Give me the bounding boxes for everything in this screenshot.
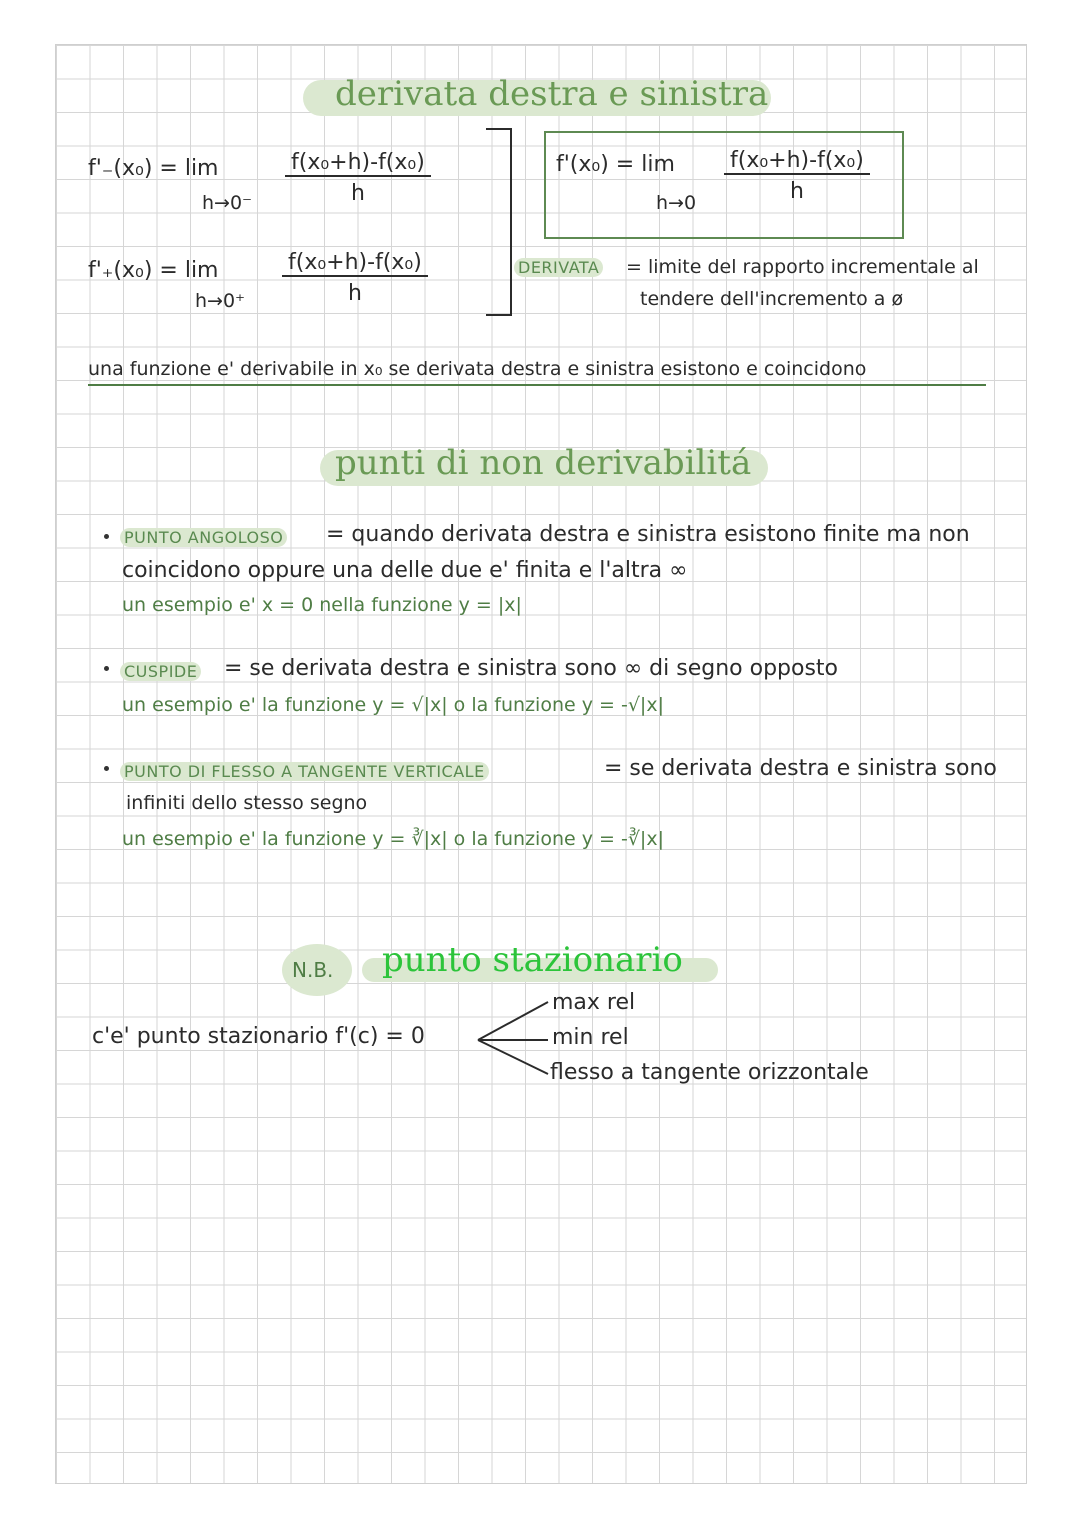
punto-angoloso-text1: = quando derivata destra e sinistra esistono finite ma non — [326, 522, 970, 547]
left-derivative-lhs: f'₋(x₀) = lim — [88, 156, 219, 181]
right-derivative-lhs: f'₊(x₀) = lim — [88, 258, 219, 283]
derivative-denominator: h — [789, 179, 804, 204]
derivative-fraction — [724, 148, 870, 204]
cuspide-label: CUSPIDE — [120, 662, 201, 681]
right-derivative-limit: h→0⁺ — [195, 290, 246, 312]
bullet — [104, 666, 109, 671]
punto-angoloso-label: PUNTO ANGOLOSO — [120, 528, 287, 547]
left-derivative-denominator: h — [350, 181, 365, 206]
derivative-limit: h→0 — [656, 192, 697, 214]
derivata-definition-line1: = limite del rapporto incrementale al — [626, 256, 979, 278]
brace-bracket — [486, 128, 512, 316]
section-title-non-derivabilita: punti di non derivabilitá — [335, 443, 752, 483]
punto-angoloso-text2: coincidono oppure una delle due e' finita e l'altra ∞ — [122, 558, 688, 583]
punto-angoloso-label-wrap — [120, 528, 287, 547]
branch-line-max — [478, 1002, 548, 1040]
derivata-label-wrap — [514, 258, 603, 277]
punto-angoloso-example: un esempio e' x = 0 nella funzione y = |x| — [122, 594, 522, 616]
bullet — [104, 534, 109, 539]
derivability-summary: una funzione e' derivabile in x₀ se derivata destra e sinistra esistono e coincidono — [88, 358, 867, 380]
derivata-label: DERIVATA — [514, 258, 603, 277]
right-derivative-numerator: f(x₀+h)-f(x₀) — [282, 250, 428, 277]
branch-flesso-orizzontale: flesso a tangente orizzontale — [550, 1060, 869, 1085]
cuspide-text1: = se derivata destra e sinistra sono ∞ di segno opposto — [224, 656, 839, 681]
branch-lines — [474, 990, 554, 1080]
flesso-verticale-text1: = se derivata destra e sinistra sono — [604, 756, 997, 781]
flesso-verticale-label: PUNTO DI FLESSO A TANGENTE VERTICALE — [120, 762, 489, 781]
nb-label: N.B. — [292, 958, 334, 982]
section-title-derivata: derivata destra e sinistra — [335, 74, 769, 114]
branch-max-rel: max rel — [552, 990, 636, 1015]
derivative-lhs: f'(x₀) = lim — [556, 152, 675, 177]
cuspide-label-wrap — [120, 662, 201, 681]
flesso-verticale-label-wrap — [120, 762, 489, 781]
branch-min-rel: min rel — [552, 1025, 629, 1050]
section-title-punto-stazionario: punto stazionario — [382, 940, 683, 980]
left-derivative-limit: h→0⁻ — [202, 192, 253, 214]
derivata-definition-line2: tendere dell'incremento a ø — [640, 288, 904, 310]
stationary-statement: c'e' punto stazionario f'(c) = 0 — [92, 1024, 425, 1049]
left-derivative-fraction — [285, 150, 431, 206]
flesso-verticale-text2: infiniti dello stesso segno — [126, 792, 368, 814]
left-derivative-numerator: f(x₀+h)-f(x₀) — [285, 150, 431, 177]
right-derivative-denominator: h — [347, 281, 362, 306]
derivative-numerator: f(x₀+h)-f(x₀) — [724, 148, 870, 175]
flesso-verticale-example: un esempio e' la funzione y = ∛|x| o la funzione y = -∛|x| — [122, 828, 664, 850]
right-derivative-fraction — [282, 250, 428, 306]
cuspide-example: un esempio e' la funzione y = √|x| o la funzione y = -√|x| — [122, 694, 664, 716]
branch-line-flesso — [478, 1040, 548, 1074]
summary-underline — [88, 384, 986, 386]
bullet — [104, 766, 109, 771]
